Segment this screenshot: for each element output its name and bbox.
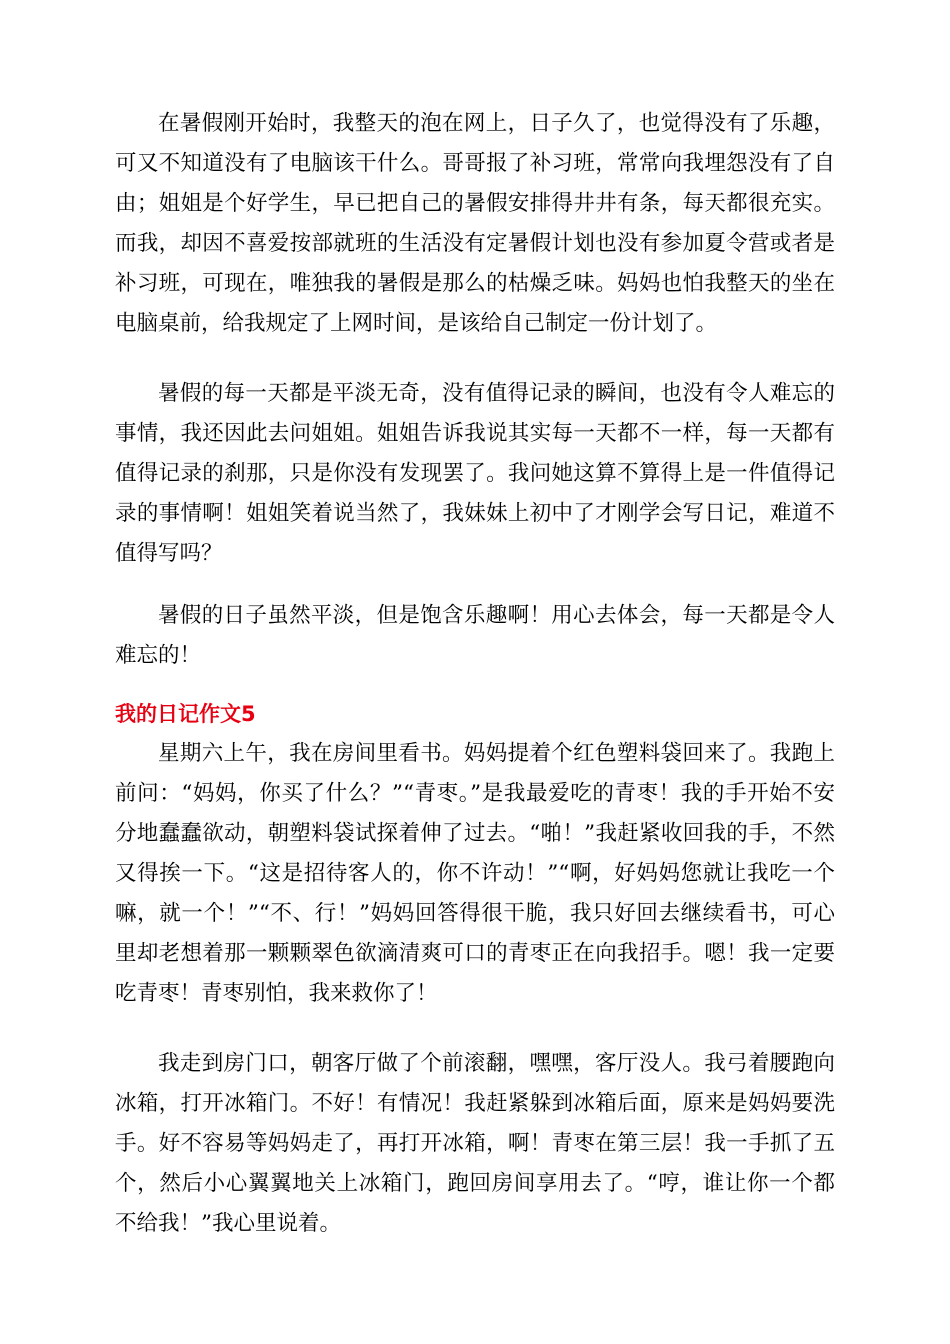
- paragraph: 暑假的日子虽然平淡，但是饱含乐趣啊！用心去体会，每一天都是令人难忘的！: [115, 603, 835, 668]
- paragraph: 在暑假刚开始时，我整天的泡在网上，日子久了，也觉得没有了乐趣，可又不知道没有了电脑该干什么。哥哥报了补习班，常常向我埋怨没有了自由；姐姐是个好学生，早已把自己的暑假安排得井井有条，每天都很充实。而我，却因不喜爱按部就班的生活没有定暑假计划也没有参加夏令营或者是补习班，可现在，唯独我的暑假是那么的枯燥乏味。妈妈也怕我整天的坐在电脑桌前，给我规定了上网时间，是该给自己制定一份计划了。: [115, 111, 835, 336]
- paragraph: 暑假的每一天都是平淡无奇，没有值得记录的瞬间，也没有令人难忘的事情，我还因此去问姐姐。姐姐告诉我说其实每一天都不一样，每一天都有值得记录的刹那，只是你没有发现罢了。我问她这算不算得上是一件值得记录的事情啊！姐姐笑着说当然了，我妹妹上初中了才刚学会写日记，难道不值得写吗？: [115, 381, 835, 566]
- paragraph: 我走到房门口，朝客厅做了个前滚翻，嘿嘿，客厅没人。我弓着腰跑向冰箱，打开冰箱门。不好！有情况！我赶紧躲到冰箱后面，原来是妈妈要洗手。好不容易等妈妈走了，再打开冰箱，啊！青枣在第三层！我一手抓了五个，然后小心翼翼地关上冰箱门，跑回房间享用去了。“哼，谁让你一个都不给我！”我心里说着。: [115, 1051, 835, 1236]
- document-page: [115, 104, 835, 1244]
- paragraph: 星期六上午，我在房间里看书。妈妈提着个红色塑料袋回来了。我跑上前问：“妈妈，你买了什么？”“青枣。”是我最爱吃的青枣！我的手开始不安分地蠢蠢欲动，朝塑料袋试探着伸了过去。“啪！”我赶紧收回我的手，不然又得挨一下。“这是招待客人的，你不许动！”“啊，好妈妈您就让我吃一个嘛，就一个！”“不、行！”妈妈回答得很干脆，我只好回去继续看书，可心里却老想着那一颗颗翠色欲滴清爽可口的青枣正在向我招手。嗯！我一定要吃青枣！青枣别怕，我来救你了！: [115, 741, 835, 1006]
- section-heading: 我的日记作文5: [115, 702, 256, 726]
